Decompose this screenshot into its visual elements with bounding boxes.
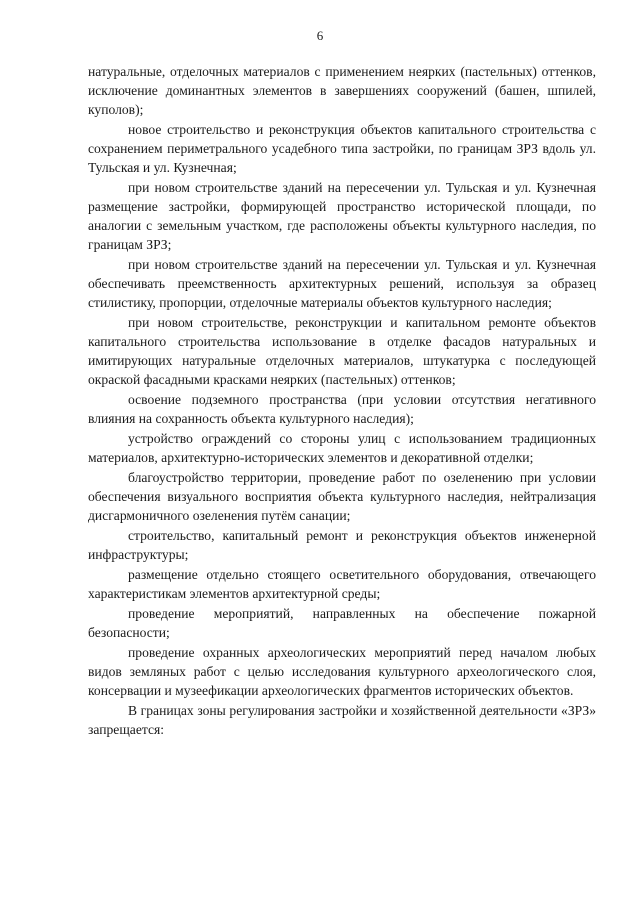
list-item-facade-finishing: при новом строительстве, реконструкции и капитальном ремонте объектов капитального строительства использование в отделке фасадов натуральных и имитирующих натуральные отделочных материалов, штукатурка с последующей окраской фасадными красками неярких (пастельных) оттенков; (88, 315, 596, 387)
list-item-lighting: размещение отдельно стоящего осветительного оборудования, отвечающего характеристикам элементов архитектурной среды; (88, 567, 596, 601)
list-item-square-placement: при новом строительстве зданий на пересечении ул. Тульская и ул. Кузнечная размещение застройки, формирующей пространство исторической площади, по аналогии с земельным участком, где расположены объекты культурного наследия, по границам ЗРЗ; (88, 180, 596, 252)
list-item-archaeology: проведение охранных археологических мероприятий перед началом любых видов земляных работ с целью исследования культурного археологического слоя, консервации и музеефикации археологических фрагментов исторических объектов. (88, 645, 596, 698)
prohibitions-heading: В границах зоны регулирования застройки и хозяйственной деятельности «ЗРЗ» запрещается: (88, 703, 596, 737)
list-item-landscaping: благоустройство территории, проведение работ по озеленению при условии обеспечения визуального восприятия объекта культурного наследия, нейтрализация дисгармоничного озеленения путём санации; (88, 470, 596, 523)
page-number: 6 (316, 28, 324, 43)
list-item-underground-space: освоение подземного пространства (при условии отсутствия негативного влияния на сохранность объекта культурного наследия); (88, 392, 596, 426)
list-item-fire-safety: проведение мероприятий, направленных на обеспечение пожарной безопасности; (88, 606, 596, 640)
list-item-engineering-infrastructure: строительство, капитальный ремонт и реконструкция объектов инженерной инфраструктуры; (88, 528, 596, 562)
list-item-new-construction: новое строительство и реконструкция объектов капитального строительства с сохранением периметрального усадебного типа застройки, по границам ЗРЗ вдоль ул. Тульская и ул. Кузнечная; (88, 122, 596, 175)
list-item-architectural-continuity: при новом строительстве зданий на пересечении ул. Тульская и ул. Кузнечная обеспечивать преемственность архитектурных решений, используя за образец стилистику, пропорции, отделочные материалы объектов культурного наследия; (88, 257, 596, 310)
list-item-fences: устройство ограждений со стороны улиц с использованием традиционных материалов, архитектурно-исторических элементов и декоративной отделки; (88, 431, 596, 465)
paragraph-continuation: натуральные, отделочных материалов с применением неярких (пастельных) оттенков, исключение доминантных элементов в завершениях сооружений (башен, шпилей, куполов); (88, 64, 596, 117)
document-body (88, 62, 596, 740)
